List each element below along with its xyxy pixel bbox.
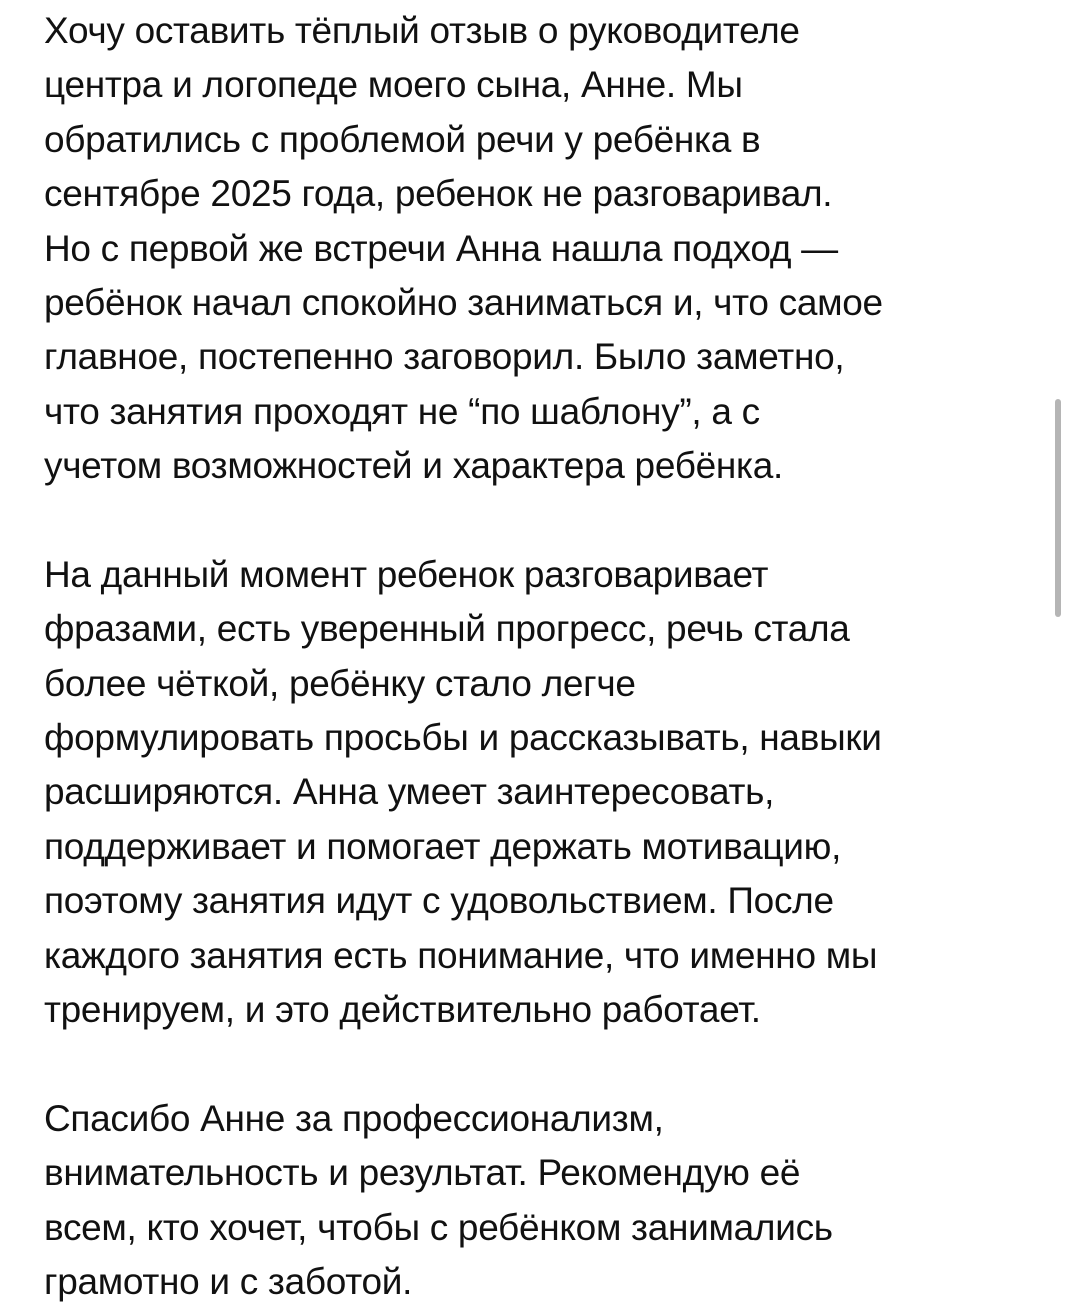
review-line: главное, постепенно заговорил. Было заметно, [44, 336, 845, 378]
review-line: Но с первой же встречи Анна нашла подход — [44, 227, 838, 269]
review-line: внимательность и результат. Рекомендую её [44, 1152, 801, 1194]
review-line: центра и логопеде моего сына, Анне. Мы [44, 64, 743, 106]
paragraph-gap [44, 494, 1044, 548]
review-line: каждого занятия есть понимание, что именно мы [44, 934, 878, 976]
review-line: На данный момент ребенок разговаривает [44, 553, 769, 595]
review-line: фразами, есть уверенный прогресс, речь стала [44, 608, 850, 650]
review-line: расширяются. Анна умеет заинтересовать, [44, 771, 775, 813]
review-line: тренируем, и это действительно работает. [44, 989, 761, 1031]
review-line: всем, кто хочет, чтобы с ребёнком занимались [44, 1206, 833, 1248]
review-paragraph-2 [44, 548, 1044, 1038]
review-line: учетом возможностей и характера ребёнка. [44, 445, 783, 487]
review-paragraph-3 [44, 1092, 1044, 1309]
review-line: ребёнок начал спокойно заниматься и, что самое [44, 281, 883, 323]
scrollbar-thumb[interactable] [1055, 399, 1061, 617]
review-text [44, 4, 1044, 1309]
review-line: более чёткой, ребёнку стало легче [44, 662, 636, 704]
review-line: обратились с проблемой речи у ребёнка в [44, 118, 761, 160]
review-paragraph-1 [44, 4, 1044, 494]
review-line: что занятия проходят не “по шаблону”, а с [44, 390, 760, 432]
review-line: Спасибо Анне за профессионализм, [44, 1097, 664, 1139]
review-line: формулировать просьбы и рассказывать, навыки [44, 717, 882, 759]
review-line: поддерживает и помогает держать мотивацию, [44, 825, 842, 867]
review-line: сентябре 2025 года, ребенок не разговаривал. [44, 173, 833, 215]
review-line: Хочу оставить тёплый отзыв о руководителе [44, 10, 800, 51]
review-line: поэтому занятия идут с удовольствием. После [44, 880, 834, 922]
paragraph-gap [44, 1037, 1044, 1091]
review-line: грамотно и с заботой. [44, 1260, 413, 1302]
